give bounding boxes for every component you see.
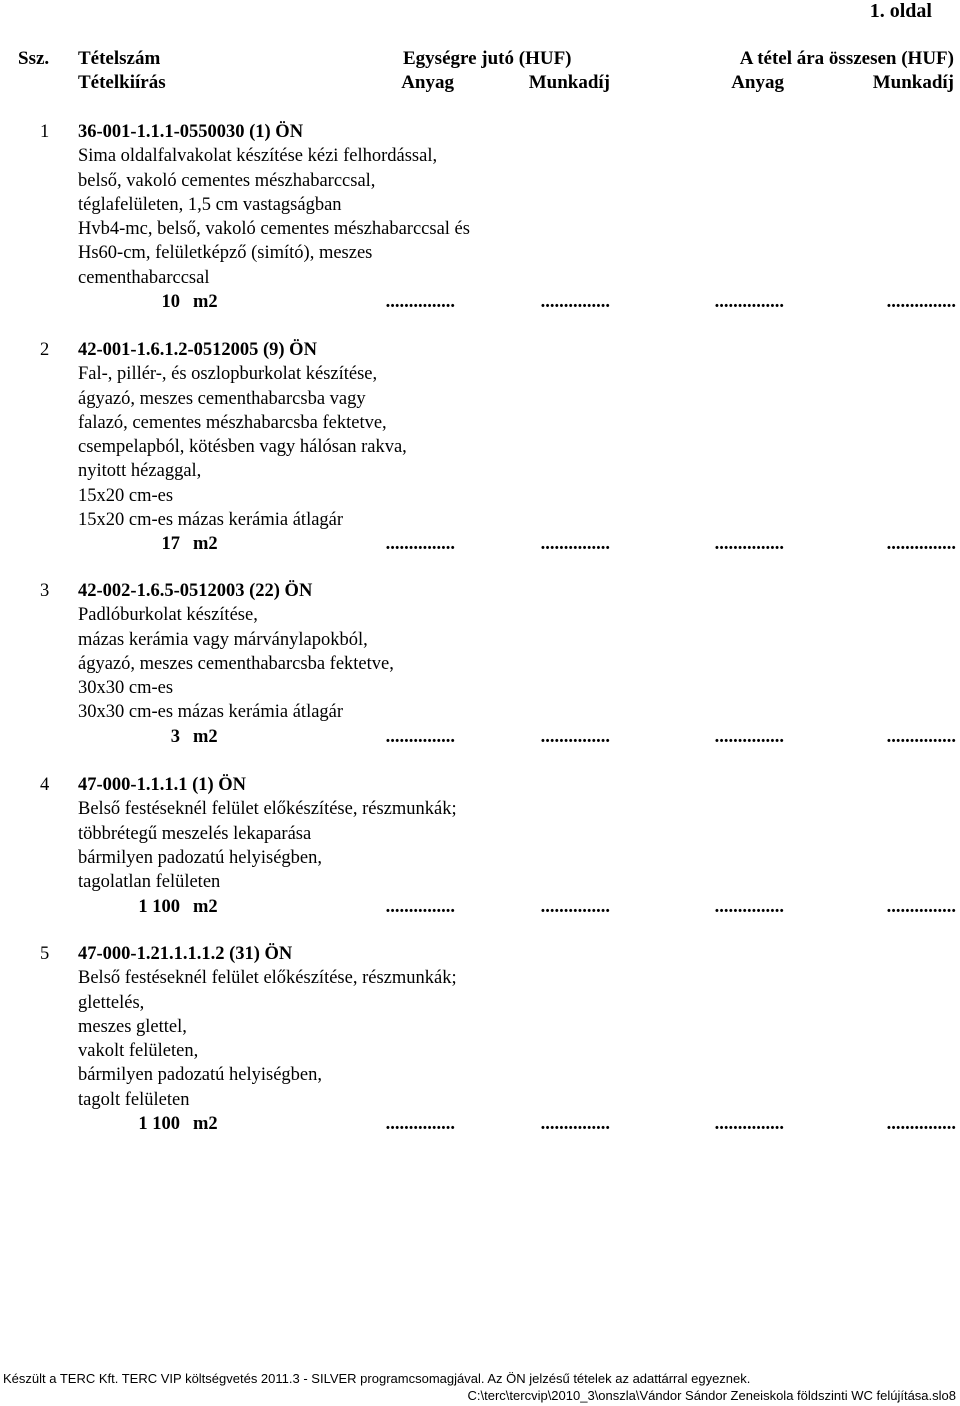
price-placeholder: ............... [385, 292, 455, 313]
description-line: bármilyen padozatú helyiségben, [78, 847, 323, 868]
header-anyag-unit: Anyag [401, 72, 454, 93]
description-line: 30x30 cm-es mázas kerámia átlagár [78, 702, 344, 723]
header-osszesen: A tétel ára összesen (HUF) [739, 48, 954, 69]
price-placeholder: ............... [714, 1114, 784, 1135]
description-line: 15x20 cm-es [78, 485, 174, 506]
description-line: Fal-, pillér-, és oszlopburkolat készítése, [78, 364, 378, 385]
price-placeholder: ............... [886, 292, 956, 313]
description-line: tagolatlan felületen [78, 872, 221, 893]
description-line: cementhabarccsal [78, 267, 210, 288]
item-quantity: 10 [161, 292, 180, 313]
item-code: 42-002-1.6.5-0512003 (22) ÖN [78, 581, 313, 601]
description-line: csempelapból, kötésben vagy hálósan rakva, [78, 437, 407, 458]
item-unit: m2 [193, 726, 218, 747]
description-line: glettelés, [78, 992, 145, 1013]
description-line: Belső festéseknél felület előkészítése, részmunkák; [78, 799, 457, 820]
footer-note: Készült a TERC Kft. TERC VIP költségvetés 2011.3 - SILVER programcsomagjával. Az ÖN jelzésű tételek az adattárral egyeznek. [3, 1371, 751, 1386]
description-line: vakolt felületen, [78, 1041, 199, 1062]
description-line: 30x30 cm-es [78, 678, 174, 699]
item-quantity: 1 100 [138, 896, 180, 917]
item-number: 5 [40, 944, 50, 964]
item-description [78, 362, 407, 532]
description-line: falazó, cementes mészhabarcsba fektetve, [78, 412, 387, 433]
footer-path: C:\terc\tercvip\2010_3\onszla\Vándor Sándor Zeneiskola földszinti WC felújítása.slo8 [467, 1388, 956, 1403]
page-number: 1. oldal [869, 0, 932, 22]
description-line: téglafelületen, 1,5 cm vastagságban [78, 194, 342, 215]
price-placeholder: ............... [886, 726, 956, 747]
price-placeholder: ............... [385, 534, 455, 555]
description-line: Belső festéseknél felület előkészítése, részmunkák; [78, 968, 457, 989]
item-description [78, 966, 457, 1112]
description-line: ágyazó, meszes cementhabarcsba fektetve, [78, 653, 394, 674]
item-description [78, 797, 457, 894]
price-placeholder: ............... [540, 292, 610, 313]
description-line: belső, vakoló cementes mészhabarccsal, [78, 170, 376, 191]
description-line: tagolt felületen [78, 1089, 190, 1110]
description-line: Sima oldalfalvakolat készítése kézi felhordással, [78, 146, 438, 167]
description-line: bármilyen padozatú helyiségben, [78, 1065, 323, 1086]
price-placeholder: ............... [714, 534, 784, 555]
header-tetelszam: Tételszám [78, 48, 161, 69]
description-line: ágyazó, meszes cementhabarcsba vagy [78, 388, 366, 409]
item-quantity: 3 [170, 726, 180, 747]
description-line: Padlóburkolat készítése, [78, 605, 258, 626]
price-placeholder: ............... [886, 1114, 956, 1135]
header-ssz: Ssz. [18, 48, 50, 69]
price-placeholder: ............... [385, 1114, 455, 1135]
item-code: 47-000-1.21.1.1.1.2 (31) ÖN [78, 944, 293, 964]
item-unit: m2 [193, 534, 218, 555]
price-placeholder: ............... [540, 534, 610, 555]
header-egysegre: Egységre jutó (HUF) [403, 48, 572, 69]
header-munkadij-total: Munkadíj [872, 72, 954, 93]
item-quantity: 17 [161, 534, 180, 555]
price-placeholder: ............... [540, 896, 610, 917]
header-munkadij-unit: Munkadíj [528, 72, 610, 93]
header-tetelkiiras: Tételkiírás [78, 72, 166, 93]
price-placeholder: ............... [540, 726, 610, 747]
item-number: 4 [40, 775, 50, 795]
item-code: 47-000-1.1.1.1 (1) ÖN [78, 775, 247, 795]
price-placeholder: ............... [714, 896, 784, 917]
description-line: Hvb4-mc, belső, vakoló cementes mészhabarccsal és [78, 219, 470, 240]
item-unit: m2 [193, 896, 218, 917]
description-line: Hs60-cm, felületképző (simító), meszes [78, 243, 373, 264]
description-line: mázas kerámia vagy márványlapokból, [78, 629, 368, 650]
price-placeholder: ............... [385, 896, 455, 917]
price-placeholder: ............... [886, 896, 956, 917]
description-line: 15x20 cm-es mázas kerámia átlagár [78, 510, 344, 531]
item-quantity: 1 100 [138, 1114, 180, 1135]
price-placeholder: ............... [385, 726, 455, 747]
item-number: 3 [40, 581, 50, 601]
item-description [78, 144, 470, 290]
price-placeholder: ............... [714, 292, 784, 313]
item-number: 1 [40, 122, 50, 142]
item-unit: m2 [193, 1114, 218, 1135]
header-anyag-total: Anyag [731, 72, 784, 93]
description-line: nyitott hézaggal, [78, 461, 202, 482]
item-code: 42-001-1.6.1.2-0512005 (9) ÖN [78, 340, 317, 360]
item-description [78, 603, 394, 724]
item-code: 36-001-1.1.1-0550030 (1) ÖN [78, 122, 304, 142]
description-line: többrétegű meszelés lekaparása [78, 823, 312, 844]
description-line: meszes glettel, [78, 1016, 187, 1037]
price-placeholder: ............... [714, 726, 784, 747]
price-placeholder: ............... [886, 534, 956, 555]
price-placeholder: ............... [540, 1114, 610, 1135]
item-unit: m2 [193, 292, 218, 313]
item-number: 2 [40, 340, 50, 360]
